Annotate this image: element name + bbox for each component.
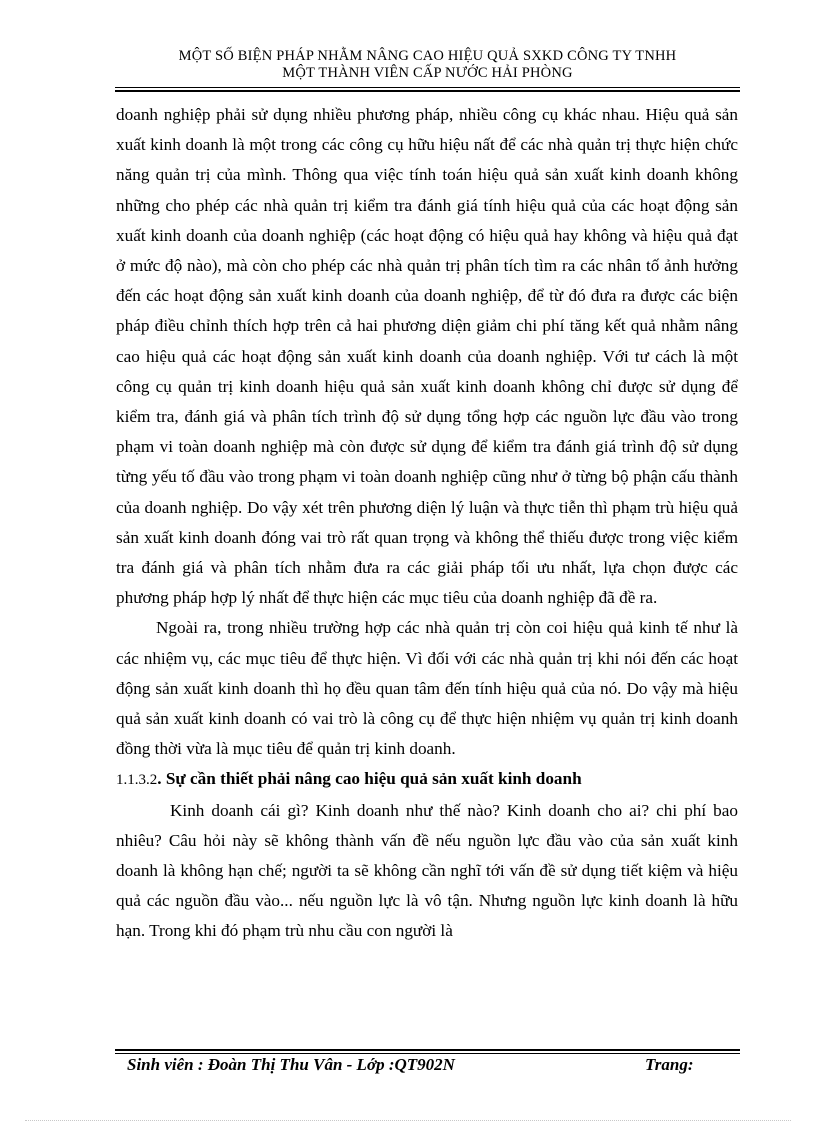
body-text xyxy=(116,100,738,947)
header-line-2: MỘT THÀNH VIÊN CẤP NƯỚC HẢI PHÒNG xyxy=(282,65,573,81)
paragraph-2: Ngoài ra, trong nhiều trường hợp các nhà quản trị còn coi hiệu quả kinh tế như là các nhiệm vụ, các mục tiêu để thực hiện. Vì đối với các nhà quản trị khi nói đến các hoạt động sản xuất kinh doanh thì họ đều quan tâm đến tính hiệu quả của nó. Do vậy mà hiệu quả sản xuất kinh doanh có vai trò là công cụ để thực hiện nhiệm vụ quản trị kinh doanh đồng thời vừa là mục tiêu để quản trị kinh doanh. xyxy=(116,618,738,759)
header-rule-thick xyxy=(115,90,740,92)
page-bottom-divider xyxy=(25,1120,791,1121)
heading-number: 1.1.3.2 xyxy=(116,772,158,789)
footer-student: Sinh viên : Đoàn Thị Thu Vân - Lớp :QT902N xyxy=(127,1055,455,1074)
running-footer xyxy=(127,1055,727,1075)
footer-rule-thick xyxy=(115,1049,740,1051)
header-line-1: MỘT SỐ BIỆN PHÁP NHẰM NÂNG CAO HIỆU QUẢ SXKD CÔNG TY TNHH xyxy=(178,48,677,64)
section-heading xyxy=(116,764,738,795)
heading-text: . Sự cần thiết phải nâng cao hiệu quả sản xuất kinh doanh xyxy=(157,769,582,789)
paragraph-3: Kinh doanh cái gì? Kinh doanh như thế nào? Kinh doanh cho ai? chi phí bao nhiêu? Câu hỏi này sẽ không thành vấn đề nếu nguồn lực đầu vào của sản xuất kinh doanh là không hạn chế; người ta sẽ không cần nghĩ tới vấn đề sử dụng tiết kiệm và hiệu quả các nguồn đầu vào... nếu nguồn lực là vô tận. Nhưng nguồn lực kinh doanh là hữu hạn. Trong khi đó phạm trù nhu cầu con người là xyxy=(116,800,738,941)
running-header xyxy=(115,48,740,82)
header-rule-thin xyxy=(115,87,740,88)
paragraph-1: doanh nghiệp phải sử dụng nhiều phương pháp, nhiều công cụ khác nhau. Hiệu quả sản xuất kinh doanh là một trong các công cụ hữu hiệu nất để các nhà quản trị thực hiện chức năng quản trị của mình. Thông qua việc tính toán hiệu quả sản xuất kinh doanh không những cho phép các nhà quản trị kiểm tra đánh giá tính hiệu quả của các hoạt động sản xuất kinh doanh của doanh nghiệp (các hoạt động có hiệu quả hay không và hiệu quả đạt ở mức độ nào), mà còn cho phép các nhà quản trị phân tích tìm ra các nhân tố ảnh hưởng đến các hoạt động sản xuất kinh doanh của doanh nghiệp, để từ đó đưa ra được các biện pháp điều chỉnh thích hợp trên cả hai phương diện giảm chi phí tăng kết quả nhằm nâng cao hiệu quả các hoạt động sản xuất kinh doanh của doanh nghiệp. Với tư cách là một công cụ quản trị kinh doanh hiệu quả sản xuất kinh doanh không chỉ được sử dụng để kiểm tra, đánh giá và phân tích trình độ sử dụng tổng hợp các nguồn lực đầu vào trong phạm vi toàn doanh nghiệp mà còn được sử dụng để kiểm tra đánh giá trình độ sử dụng từng yếu tố đầu vào trong phạm vi toàn doanh nghiệp cũng như ở từng bộ phận cấu thành của doanh nghiệp. Do vậy xét trên phương diện lý luận và thực tiễn thì phạm trù hiệu quả sản xuất kinh doanh đóng vai trò rất quan trọng và không thể thiếu được trong việc kiểm tra đánh giá và phân tích nhằm đưa ra các giải pháp tối ưu nhất, lựa chọn được các phương pháp hợp lý nhất để thực hiện các mục tiêu của doanh nghiệp đã đề ra. xyxy=(116,105,738,608)
footer-rule-thin xyxy=(115,1053,740,1054)
footer-page-label: Trang: xyxy=(645,1055,694,1074)
